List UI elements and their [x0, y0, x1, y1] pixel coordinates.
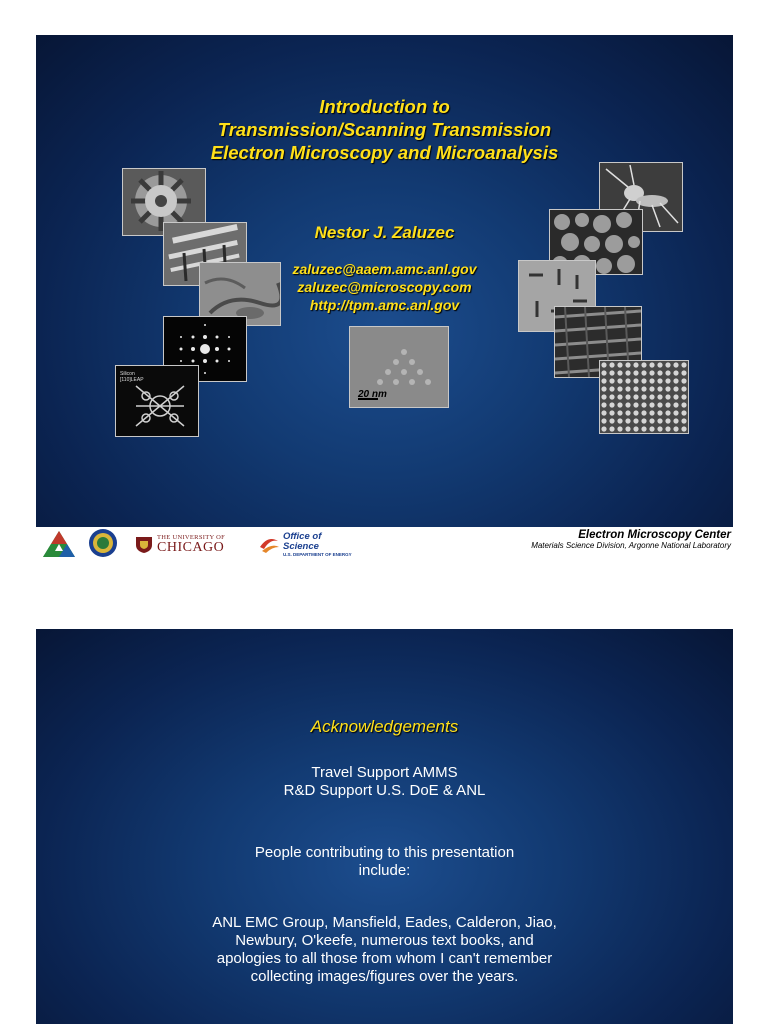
uchicago-logo: THE UNIVERSITY OF CHICAGO: [134, 534, 225, 554]
uchicago-crest-icon: [134, 535, 154, 553]
emc-credit: [531, 529, 731, 550]
people-text: People contributing to this presentation include:: [254, 844, 515, 879]
doe-seal-logo: [88, 528, 118, 558]
slide-footer: [36, 527, 733, 561]
scale-bar-label: 20 nm: [358, 389, 387, 400]
lattice-hrtem-image: [599, 360, 689, 434]
acknowledgements-slide: [36, 629, 733, 1024]
cbed-pattern: [115, 365, 199, 437]
office-of-science-swoosh-icon: [258, 535, 280, 555]
email-2: zaluzec@microscopy.com: [297, 279, 472, 295]
office-of-science-logo: Office of Science U.S. DEPARTMENT OF ENERGY: [258, 532, 352, 557]
presentation-title: Introduction to Transmission/Scanning Transmission Electron Microscopy and Microanalysis: [210, 96, 559, 163]
svg-text:[110]LEAP: [110]LEAP: [120, 377, 144, 383]
title-slide: [36, 35, 733, 527]
website-url: http://tpm.amc.anl.gov: [309, 297, 460, 313]
cbed-label: Silicon: [120, 371, 135, 377]
argonne-logo: [41, 529, 77, 559]
acknowledgements-title: Acknowledgements: [310, 717, 459, 736]
email-1: zaluzec@aaem.amc.anl.gov: [292, 261, 477, 277]
center-name: Electron Microscopy Center: [578, 529, 731, 541]
division-name: Materials Science Division, Argonne National Laboratory: [531, 541, 731, 550]
credits-text: ANL EMC Group, Mansfield, Eades, Calderon, Jiao, Newbury, O'keefe, numerous text books, and apologies to all those from whom I can't remember collecting images/figures over the years.: [212, 914, 557, 985]
support-text: Travel Support AMMS R&D Support U.S. DoE & ANL: [283, 764, 486, 799]
author-name: Nestor J. Zaluzec: [314, 223, 455, 242]
